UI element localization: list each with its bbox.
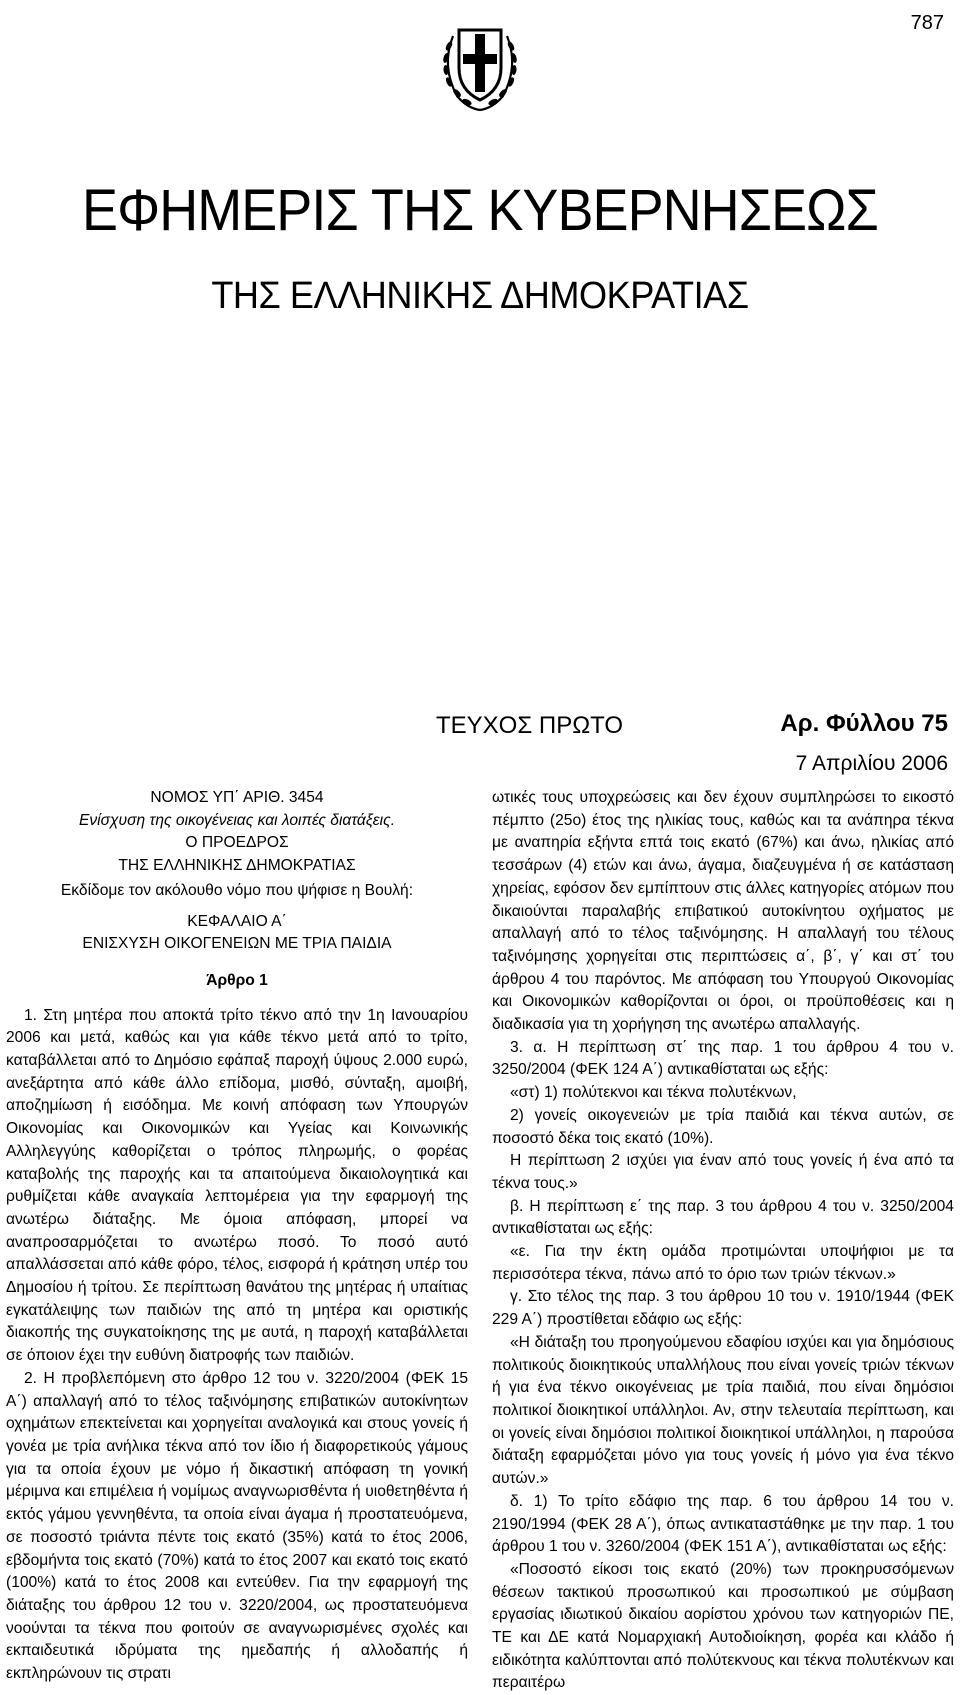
- chapter-heading: ΚΕΦΑΛΑΙΟ Α΄: [187, 912, 287, 930]
- right-column: [492, 787, 954, 1695]
- right-paragraph-10: δ. 1) Το τρίτο εδάφιο της παρ. 6 του άρθρου 14 του ν. 2190/1994 (ΦΕΚ 28 Α΄), όπως αντικαταστάθηκε με την παρ. 1 του άρθρου 1 του ν. 3260/2004 (ΦΕΚ 151 Α΄), αντικαθίσταται ως εξής:: [492, 1492, 954, 1556]
- law-number: ΝΟΜΟΣ ΥΠ΄ ΑΡΙΘ. 3454: [150, 789, 324, 806]
- sheet-number: Αρ. Φύλλου 75: [780, 710, 948, 737]
- promulgation-formula: Εκδίδομε τον ακόλουθο νόμο που ψήφισε η Βουλή:: [60, 881, 414, 899]
- right-paragraph-1: ωτικές τους υποχρεώσεις και δεν έχουν συμπληρώσει το εικοστό πέμπτο (25ο) έτος της ηλικίας τους, καθώς και τα ανάπηρα τέκνα με αναπηρία εξήντα επτά τοις εκατό (67%) και άνω, ηλικίας από τεσσάρων (4) ετών και άνω, άγαμα, διαζευγμένα ή σε κατάσταση χηρείας, εφόσον δεν εμπίπτουν στις άλλες κατηγορίες ατόμων που δικαιούνται παραλαβής επιβατικού αυτοκίνητου οχήματος με απαλλαγή από το τέλος ταξινόμησης. Η απαλλαγή του τέλους ταξινόμησης χορηγείται στις περιπτώσεις α΄, β΄, γ΄ και στ΄ του άρθρου 4 του παρόντος. Με απόφαση του Υπουργού Οικονομίας και Οικονομικών καθορίζονται οι όροι, οι προϋποθέσεις και η διαδικασία για τη χορήγηση της ανωτέρω απαλλαγής.: [492, 789, 954, 1034]
- right-paragraph-4: 2) γονείς οικογενειών με τρία παιδιά και τέκνα αυτών, σε ποσοστό δέκα τοις εκατό (10%).: [492, 1106, 954, 1147]
- chapter-title: ΕΝΙΣΧΥΣΗ ΟΙΚΟΓΕΝΕΙΩΝ ΜΕ ΤΡΙΑ ΠΑΙΔΙΑ: [82, 935, 392, 953]
- right-paragraph-2: 3. α. Η περίπτωση στ΄ της παρ. 1 του άρθρου 4 του ν. 3250/2004 (ΦΕΚ 124 Α΄) αντικαθίσταται ως εξής:: [492, 1038, 954, 1079]
- law-subject: Ενίσχυση της οικογένειας και λοιπές διατάξεις.: [78, 811, 396, 829]
- right-paragraph-6: β. Η περίπτωση ε΄ της παρ. 3 του άρθρου 4 του ν. 3250/2004 αντικαθίσταται ως εξής:: [492, 1197, 954, 1238]
- right-paragraph-8: γ. Στο τέλος της παρ. 3 του άρθρου 10 του ν. 1910/1944 (ΦΕΚ 229 Α΄) προστίθεται εδάφιο ως εξής:: [492, 1288, 954, 1329]
- right-paragraph-11: «Ποσοστό είκοσι τοις εκατό (20%) των προκηρυσσόμενων θέσεων τακτικού προσωπικού και προσωπικού με σύμβαση εργασίας ιδιωτικού δικαίου αορίστου χρόνου των κατηγοριών ΠΕ, ΤΕ και ΔΕ κατά Νομαρχιακή Αυτοδιοίκηση, φορέα και κλάδο ή ειδικότητα καλύπτονται από πολύτεκνους και τέκνα πολυτέκνων και περαιτέρω: [492, 1560, 954, 1692]
- right-paragraph-3: «στ) 1) πολύτεκνοι και τέκνα πολυτέκνων,: [510, 1084, 797, 1102]
- greek-coat-of-arms-icon: [435, 16, 525, 116]
- gazette-title: ΕΦΗΜΕΡΙΣ ΤΗΣ ΚΥΒΕΡΝΗΣΕΩΣ: [82, 178, 878, 243]
- publication-date: 7 Απριλίου 2006: [795, 752, 948, 775]
- right-paragraph-5: Η περίπτωση 2 ισχύει για έναν από τους γονείς ή ένα από τα τέκνα τους.»: [492, 1152, 954, 1192]
- right-paragraph-9: «Η διάταξη του προηγούμενου εδαφίου ισχύει και για δημόσιους πολιτικούς διοικητικούς υπαλλήλους που είναι γονείς τριών τέκνων ή για ένα τέκνο οικογένειας με τρία παιδιά, που είναι δημόσιοι πολιτικοί διοικητικοί υπάλληλοι. Αν, στην τελευταία περίπτωση, και οι γονείς είναι δημόσιοι πολιτικοί διοικητικοί υπάλληλοι, η παρούσα διάταξη εφαρμόζεται μόνο για τους γονείς ή μόνο για ένα τέκνο αυτών.»: [492, 1333, 954, 1488]
- article-paragraph-1: 1. Στη μητέρα που αποκτά τρίτο τέκνο από την 1η Ιανουαρίου 2006 και μετά, καθώς και για κάθε τέκνο μετά από το τρίτο, καταβάλλεται από το Δημόσιο εφάπαξ παροχή ύψους 2.000 ευρώ, ανεξάρτητα από κάθε άλλο επίδομα, μισθό, σύνταξη, αμοιβή, αποζημίωση ή εισόδημα. Με κοινή απόφαση των Υπουργών Οικονομίας και Οικονομικών και Υγείας και Κοινωνικής Αλληλεγγύης καθορίζεται ο τρόπος πληρωμής, ο φορέας καταβολής της παροχής και τα απαιτούμενα δικαιολογητικά και ρυθμίζεται κάθε αναγκαία λεπτομέρεια για την εφαρμογή της ανωτέρω διάταξης. Με όμοια απόφαση, μπορεί να αναπροσαρμόζεται το ανωτέρω ποσό. Το ποσό αυτό απαλλάσσεται από κάθε φόρο, τέλος, εισφορά ή κράτηση υπέρ του Δημοσίου ή τρίτου. Σε περίπτωση θανάτου της μητέρας ή υπαίτιας εγκατάλειψης των παιδιών της από τη μητέρα και οριστικής διακοπής της συγκατοίκησης της με αυτά, η παροχή καταβάλλεται σε όποιον έχει την ευθύνη διατροφής των παιδιών.: [6, 1006, 468, 1365]
- page-number: 787: [910, 12, 944, 34]
- article-heading: Άρθρο 1: [206, 971, 268, 989]
- gazette-subtitle: ΤΗΣ ΕΛΛΗΝΙΚΗΣ ΔΗΜΟΚΡΑΤΙΑΣ: [211, 275, 749, 317]
- article-paragraph-2: 2. Η προβλεπόμενη στο άρθρο 12 του ν. 3220/2004 (ΦΕΚ 15 Α΄) απαλλαγή από το τέλος ταξινόμησης επιβατικών αυτοκίνητων οχημάτων επεκτείνεται και χορηγείται αναλογικά και στους γονείς ή γονέα με τρία ανήλικα τέκνα από τον ίδιο ή διαφορετικούς γάμους για τα οποία έχουν με νόμο ή δικαστική απόφαση τη γονική μέριμνα και επιμέλεια ή νομίμως αναγνωρισθέντα ή υιοθετηθέντα ή εκτός γάμου γεννηθέντα, τα οποία είναι άγαμα ή προστατευόμενα, σε ποσοστό τριάντα πέντε τοις εκατό (35%) κατά το έτος 2006, εβδομήντα τοις εκατό (70%) κατά το έτος 2007 και εκατό τοις εκατό (100%) κατά το έτος 2008 και εντεύθεν. Για την εφαρμογή της διάταξης του άρθρου 12 του ν. 3220/2004, ως προστατευόμενα νοούνται τα τέκνα που φοιτούν σε αναγνωρισμένες σχολές και εκπαιδευτικά ιδρύματα της ημεδαπής ή αλλοδαπής ή εκπληρώνουν τις στρατι: [6, 1369, 468, 1683]
- issue-series: ΤΕΥΧΟΣ ΠΡΩΤΟ: [436, 712, 624, 739]
- president-heading: Ο ΠΡΟΕΔΡΟΣ: [185, 834, 289, 852]
- president-heading-2: ΤΗΣ ΕΛΛΗΝΙΚΗΣ ΔΗΜΟΚΡΑΤΙΑΣ: [118, 857, 356, 875]
- right-paragraph-7: «ε. Για την έκτη ομάδα προτιμώνται υποψήφιοι με τα περισσότερα τέκνα, πάνω από το όριο των τριών τέκνων.»: [492, 1243, 954, 1283]
- left-column: [6, 787, 468, 1686]
